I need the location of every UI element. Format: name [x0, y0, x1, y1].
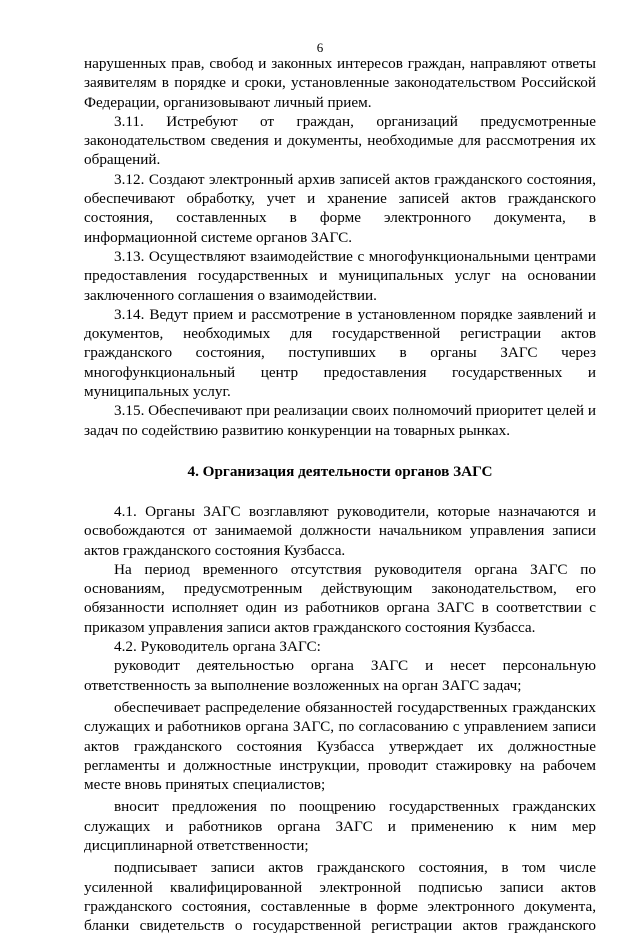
paragraph-4-1: 4.1. Органы ЗАГС возглавляют руководители, которые назначаются и освобождаются от занимаемой должности начальником управления записи актов гражданского состояния Кузбасса. — [84, 502, 596, 559]
paragraph-duty-manages: руководит деятельностью органа ЗАГС и несет персональную ответственность за выполнение возложенных на орган ЗАГС задач; — [84, 657, 596, 694]
paragraph-continuation: нарушенных прав, свобод и законных интересов граждан, направляют ответы заявителям в порядке и сроки, установленные законодательством Российской Федерации, организовывают личный прием. — [84, 55, 596, 111]
paragraph-duty-proposals: вносит предложения по поощрению государственных гражданских служащих и работников органа ЗАГС и применению к ним мер дисциплинарной ответственности; — [84, 798, 596, 854]
paragraph-duty-distributes: обеспечивает распределение обязанностей государственных гражданских служащих и работников органа ЗАГС, по согласованию с управлением записи актов гражданского состояния Кузбасса утверждает их должностные регламенты и должностные инструкции, проводит стажировку на рабочем месте вновь принятых специалистов; — [84, 698, 596, 794]
paragraph-3-15: 3.15. Обеспечивают при реализации своих полномочий приоритет целей и задач по содействию развитию конкуренции на товарных рынках. — [84, 402, 596, 439]
paragraph-duty-signs: подписывает записи актов гражданского состояния, в том числе усиленной квалифицированной электронной подписью записи актов гражданского состояния, составленные в форме электронного документа, бланки свидетельств о государственной регистрации актов гражданского — [84, 859, 596, 935]
page-number: 6 — [316, 40, 324, 55]
paragraph-4-2: 4.2. Руководитель органа ЗАГС: — [114, 638, 321, 656]
paragraph-3-11: 3.11. Истребуют от граждан, организаций предусмотренные законодательством сведения и документы, необходимые для рассмотрения их обращений. — [84, 112, 596, 169]
section-heading: 4. Организация деятельности органов ЗАГС — [187, 462, 493, 480]
paragraph-3-14: 3.14. Ведут прием и рассмотрение в установленном порядке заявлений и документов, необходимых для государственной регистрации актов гражданского состояния, поступивших в органы ЗАГС через многофункциональный центр предоставления государственных и муниципальных услуг. — [84, 305, 596, 401]
paragraph-3-12: 3.12. Создают электронный архив записей актов гражданского состояния, обеспечивают обработку, учет и хранение записей актов гражданского состояния, составленных в форме электронного документа, в информационной системе органов ЗАГС. — [84, 170, 596, 246]
document-body — [84, 54, 596, 935]
paragraph-3-13: 3.13. Осуществляют взаимодействие с многофункциональными центрами предоставления государственных и муниципальных услуг на основании заключенного соглашения о взаимодействии. — [84, 247, 596, 304]
paragraph-temporary-absence: На период временного отсутствия руководителя органа ЗАГС по основаниям, предусмотренным действующим законодательством, его обязанности исполняет один из работников органа ЗАГС в соответствии с приказом управления записи актов гражданского состояния Кузбасса. — [84, 560, 596, 636]
